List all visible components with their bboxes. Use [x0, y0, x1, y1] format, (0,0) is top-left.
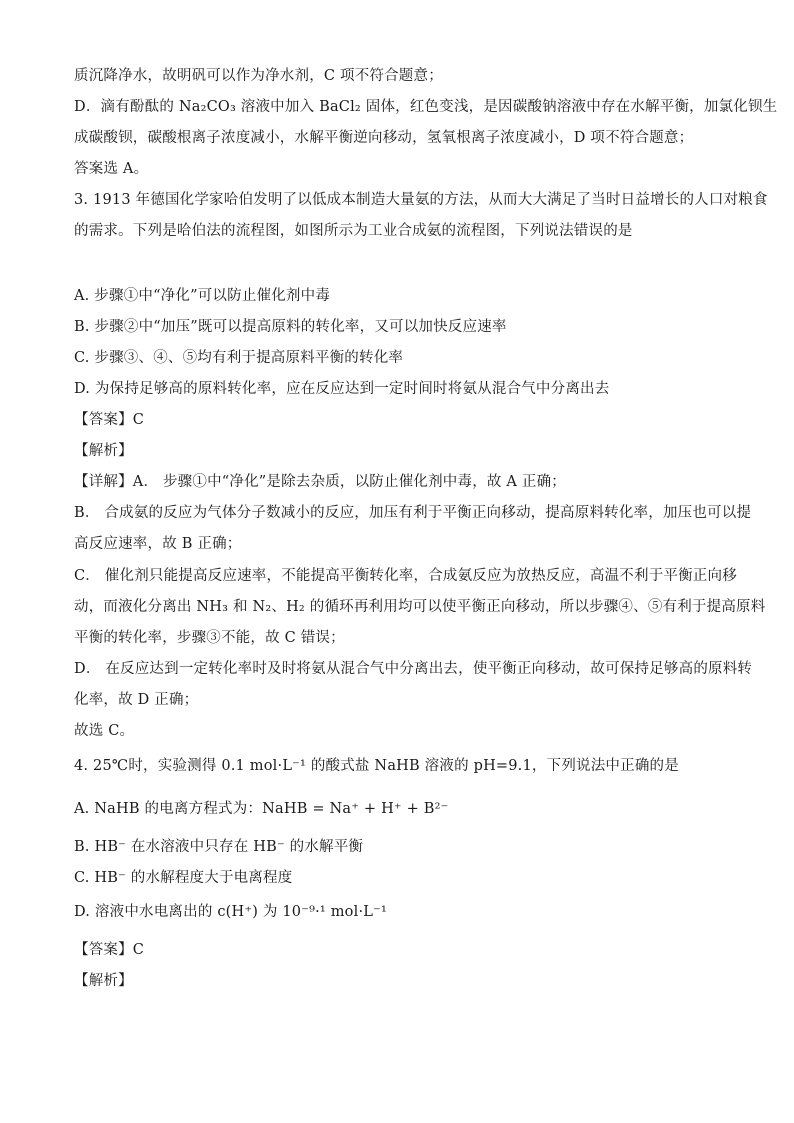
answer-label: 【答案】C — [74, 942, 145, 958]
option-a: A. 步骤①中“净化”可以防止催化剂中毒 — [74, 288, 331, 304]
option-b: B. HB⁻ 在水溶液中只存在 HB⁻ 的水解平衡 — [74, 839, 364, 855]
option-c: C. HB⁻ 的水解程度大于电离程度 — [74, 870, 293, 886]
explanation-line: 动，而液化分离出 NH₃ 和 N₂、H₂ 的循环再利用均可以使平衡正向移动，所以步骤④、⑤有利于提高原料 — [74, 599, 766, 615]
option-c: C. 步骤③、④、⑤均有利于提高原料平衡的转化率 — [74, 350, 404, 366]
answer-label: 【答案】C — [74, 412, 145, 428]
question-3-stem: 的需求。下列是哈伯法的流程图，如图所示为工业合成氨的流程图，下列说法错误的是 — [74, 223, 633, 239]
question-3-stem: 3. 1913 年德国化学家哈伯发明了以低成本制造大量氨的方法，从而大大满足了当时日益增长的人口对粮食 — [74, 192, 768, 208]
analysis-label: 【解析】 — [74, 443, 133, 459]
option-a: A. NaHB 的电离方程式为：NaHB = Na⁺ + H⁺ + B²⁻ — [74, 801, 449, 817]
text-line: 答案选 A。 — [74, 161, 149, 177]
text-line: 成碳酸钡，碳酸根离子浓度减小，水解平衡逆向移动，氢氧根离子浓度减小，D 项不符合题意； — [74, 130, 694, 146]
analysis-label: 【解析】 — [74, 973, 133, 989]
explanation-line: 平衡的转化率，步骤③不能，故 C 错误； — [74, 630, 345, 646]
explanation-line: 故选 C。 — [74, 723, 135, 739]
option-b: B. 步骤②中“加压”既可以提高原料的转化率，又可以加快反应速率 — [74, 319, 507, 335]
explanation-line: 高反应速率，故 B 正确； — [74, 536, 242, 552]
explanation-line: D． 在反应达到一定转化率时及时将氨从混合气中分离出去，使平衡正向移动，故可保持足够高的原料转 — [74, 661, 753, 677]
question-4-stem: 4. 25℃时，实验测得 0.1 mol·L⁻¹ 的酸式盐 NaHB 溶液的 pH=9.1，下列说法中正确的是 — [74, 758, 679, 774]
explanation-line: B． 合成氨的反应为气体分子数减小的反应，加压有利于平衡正向移动，提高原料转化率，加压也可以提 — [74, 505, 752, 521]
option-d: D. 溶液中水电离出的 c(H⁺) 为 10⁻⁹·¹ mol·L⁻¹ — [74, 904, 387, 920]
explanation-line: C． 催化剂只能提高反应速率，不能提高平衡转化率，合成氨反应为放热反应，高温不利于平衡正向移 — [74, 568, 737, 584]
explanation-line: 化率，故 D 正确； — [74, 692, 199, 708]
explanation-line: 【详解】A． 步骤①中“净化”是除去杂质，以防止催化剂中毒，故 A 正确； — [74, 474, 566, 490]
text-line: 质沉降净水，故明矾可以作为净水剂，C 项不符合题意； — [74, 68, 443, 84]
option-d: D. 为保持足够高的原料转化率，应在反应达到一定时间时将氨从混合气中分离出去 — [74, 381, 610, 397]
text-line: D．滴有酚酞的 Na₂CO₃ 溶液中加入 BaCl₂ 固体，红色变浅，是因碳酸钠溶液中存在水解平衡，加氯化钡生 — [74, 99, 778, 115]
